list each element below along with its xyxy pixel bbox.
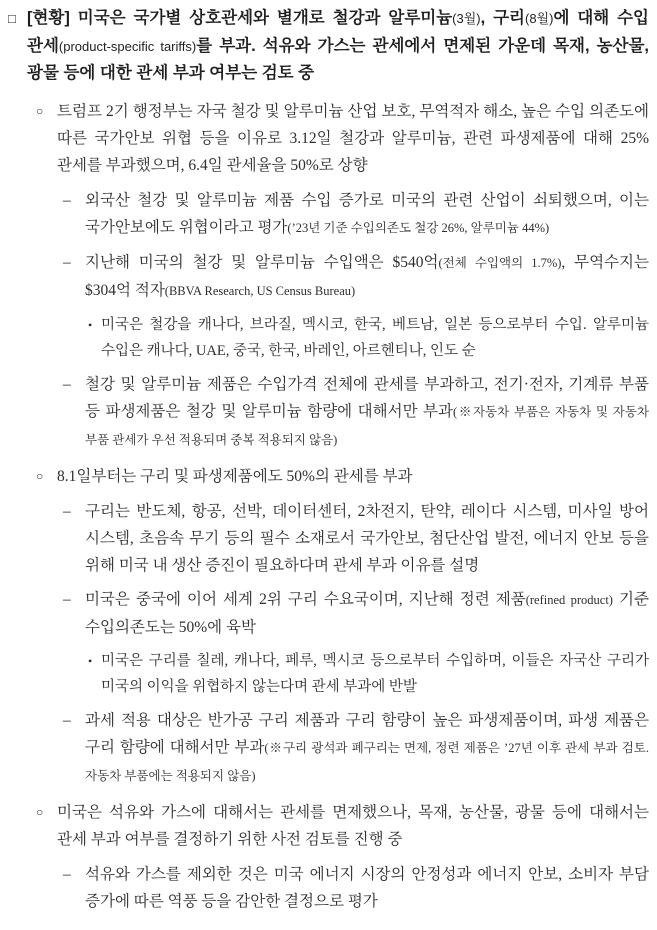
paragraph-text: [현황] 미국은 국가별 상호관세와 별개로 철강과 알루미늄(3월), 구리(8월)에 대해 수입 관세(product-specific tariffs)를 부과. 석유와 가스는 관세에서 면제된 가운데 목재, 농산물, 광물 등에 대한 관세 부과 여부는 검토 중 [27, 9, 650, 82]
square-bullet-icon: □ [8, 11, 16, 26]
derivative-product-tariff-subitem [8, 371, 649, 454]
circle-bullet-icon: ○ [36, 103, 44, 118]
dot-bullet-icon: • [88, 653, 93, 668]
oil-gas-rationale-subitem [8, 861, 649, 915]
paragraph-text: 8.1일부터는 구리 및 파생제품에도 50%의 관세를 부과 [57, 467, 413, 485]
copper-tariff-item [8, 463, 649, 490]
document-body [8, 5, 649, 915]
paragraph-text: 미국은 중국에 이어 세계 2위 구리 수요국이며, 지난해 정련 제품(refined product) 기준 수입의존도는 50%에 육박 [85, 590, 650, 636]
dash-bullet-icon: – [63, 375, 71, 393]
import-value-subitem [8, 249, 649, 305]
paragraph-text: 석유와 가스를 제외한 것은 미국 에너지 시장의 안정성과 에너지 안보, 소비자 부담 증가에 따른 역풍 등을 감안한 결정으로 평가 [85, 865, 649, 910]
copper-demand-subitem [8, 586, 649, 641]
paragraph-text: 구리는 반도체, 항공, 선박, 데이터센터, 2차전지, 탄약, 레이다 시스템, 미사일 방어 시스템, 초음속 무기 등의 필수 소재로서 국가안보, 첨단산업 발전, 에너지 안보 등을 위해 미국 내 생산 증진이 필요하다며 관세 부과 이유를 설명 [85, 502, 649, 574]
paragraph-text: 철강 및 알루미늄 제품은 수입가격 전체에 관세를 부과하고, 전기·전자, 기계류 부품 등 파생제품은 철강 및 알루미늄 함량에 대해서만 부과(※자동차 부품은 자동차 및 자동차 부품 관세가 우선 적용되며 중복 적용되지 않음) [85, 375, 649, 447]
paragraph-text: 미국은 석유와 가스에 대해서는 관세를 면제했으나, 목재, 농산물, 광물 등에 대해서는 관세 부과 여부를 결정하기 위한 사전 검토를 진행 중 [57, 803, 649, 848]
dash-bullet-icon: – [63, 253, 71, 271]
paragraph-text: 지난해 미국의 철강 및 알루미늄 수입액은 $540억(전체 수입액의 1.7%), 무역수지는 $304억 적자(BBVA Research, US Census Bureau) [85, 253, 649, 299]
dash-bullet-icon: – [63, 502, 71, 520]
dash-bullet-icon: – [63, 191, 71, 209]
paragraph-text: 미국은 철강을 캐나다, 브라질, 멕시코, 한국, 베트남, 일본 등으로부터 수입. 알루미늄 수입은 캐나다, UAE, 중국, 한국, 바레인, 아르헨티나, 인도 순 [101, 316, 649, 359]
trump-steel-aluminum-tariff-item [8, 98, 649, 179]
industry-decline-subitem [8, 187, 649, 242]
dot-bullet-icon: • [88, 317, 93, 332]
circle-bullet-icon: ○ [36, 468, 44, 483]
circle-bullet-icon: ○ [36, 804, 44, 819]
steel-import-sources-note [8, 312, 649, 364]
copper-import-sources-note [8, 648, 649, 700]
status-heading [8, 5, 649, 88]
copper-uses-subitem [8, 498, 649, 579]
paragraph-text: 외국산 철강 및 알루미늄 제품 수입 증가로 미국의 관련 산업이 쇠퇴했으며, 이는 국가안보에도 위협이라고 평가(’23년 기준 수입의존도 철강 26%, 알루미늄 44%) [85, 191, 649, 236]
dash-bullet-icon: – [63, 865, 71, 883]
copper-tariff-scope-subitem [8, 707, 649, 790]
dash-bullet-icon: – [63, 590, 71, 608]
paragraph-text: 트럼프 2기 행정부는 자국 철강 및 알루미늄 산업 보호, 무역적자 해소, 높은 수입 의존도에 따른 국가안보 위협 등을 이유로 3.12일 철강과 알루미늄, 관련 파생제품에 대해 25% 관세를 부과했으며, 6.4일 관세율을 50%로 상향 [57, 102, 649, 174]
paragraph-text: 과세 적용 대상은 반가공 구리 제품과 구리 함량이 높은 파생제품이며, 파생 제품은 구리 함량에 대해서만 부과(※구리 광석과 폐구리는 면제, 정련 제품은 ’27년 이후 관세 부과 검토. 자동차 부품에는 적용되지 않음) [85, 711, 649, 783]
dash-bullet-icon: – [63, 711, 71, 729]
paragraph-text: 미국은 구리를 칠레, 캐나다, 페루, 멕시코 등으로부터 수입하며, 이들은 자국산 구리가 미국의 이익을 위협하지 않는다며 관세 부과에 반발 [101, 652, 649, 695]
oil-gas-exemption-item [8, 799, 649, 853]
